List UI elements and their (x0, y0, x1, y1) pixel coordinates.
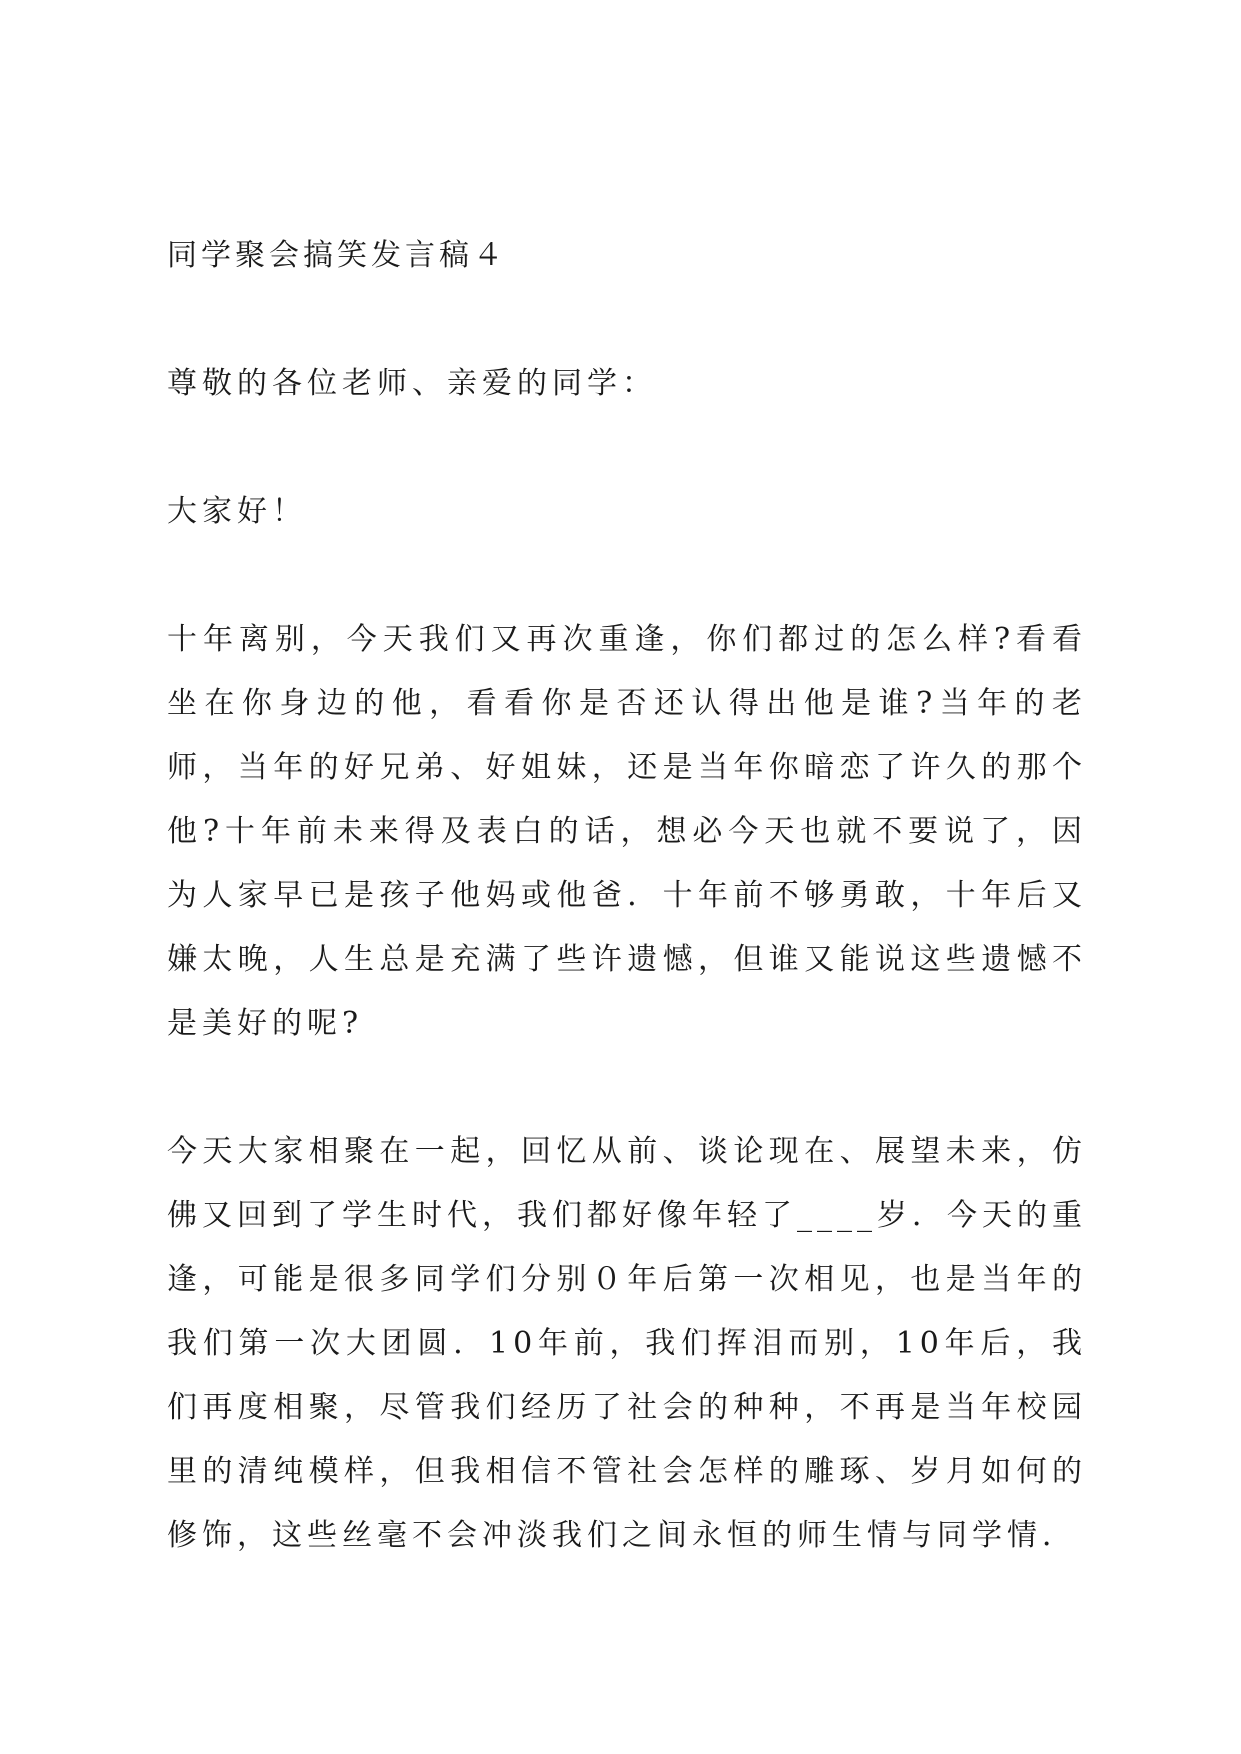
body-paragraph-1: 十年离别，今天我们又再次重逢，你们都过的怎么样?看看坐在你身边的他，看看你是否还认得出他是谁?当年的老师，当年的好兄弟、好姐妹，还是当年你暗恋了许久的那个他?十年前未来得及表白的话，想必今天也就不要说了，因为人家早已是孩子他妈或他爸．十年前不够勇敢，十年后又嫌太晚，人生总是充满了些许遗憾，但谁又能说这些遗憾不是美好的呢? (167, 622, 1087, 1041)
salutation: 尊敬的各位老师、亲爱的同学： (167, 366, 657, 401)
document-body (167, 224, 1087, 1568)
document-title: 同学聚会搞笑发言稿４ (167, 238, 507, 273)
greeting: 大家好！ (167, 494, 307, 529)
body-paragraph-2: 今天大家相聚在一起，回忆从前、谈论现在、展望未来，仿佛又回到了学生时代，我们都好像年轻了____岁．今天的重逢，可能是很多同学们分别０年后第一次相见，也是当年的我们第一次大团圆．10年前，我们挥泪而别，10年后，我们再度相聚，尽管我们经历了社会的种种，不再是当年校园里的清纯模样，但我相信不管社会怎样的雕琢、岁月如何的修饰，这些丝毫不会冲淡我们之间永恒的师生情与同学情． (167, 1134, 1087, 1553)
